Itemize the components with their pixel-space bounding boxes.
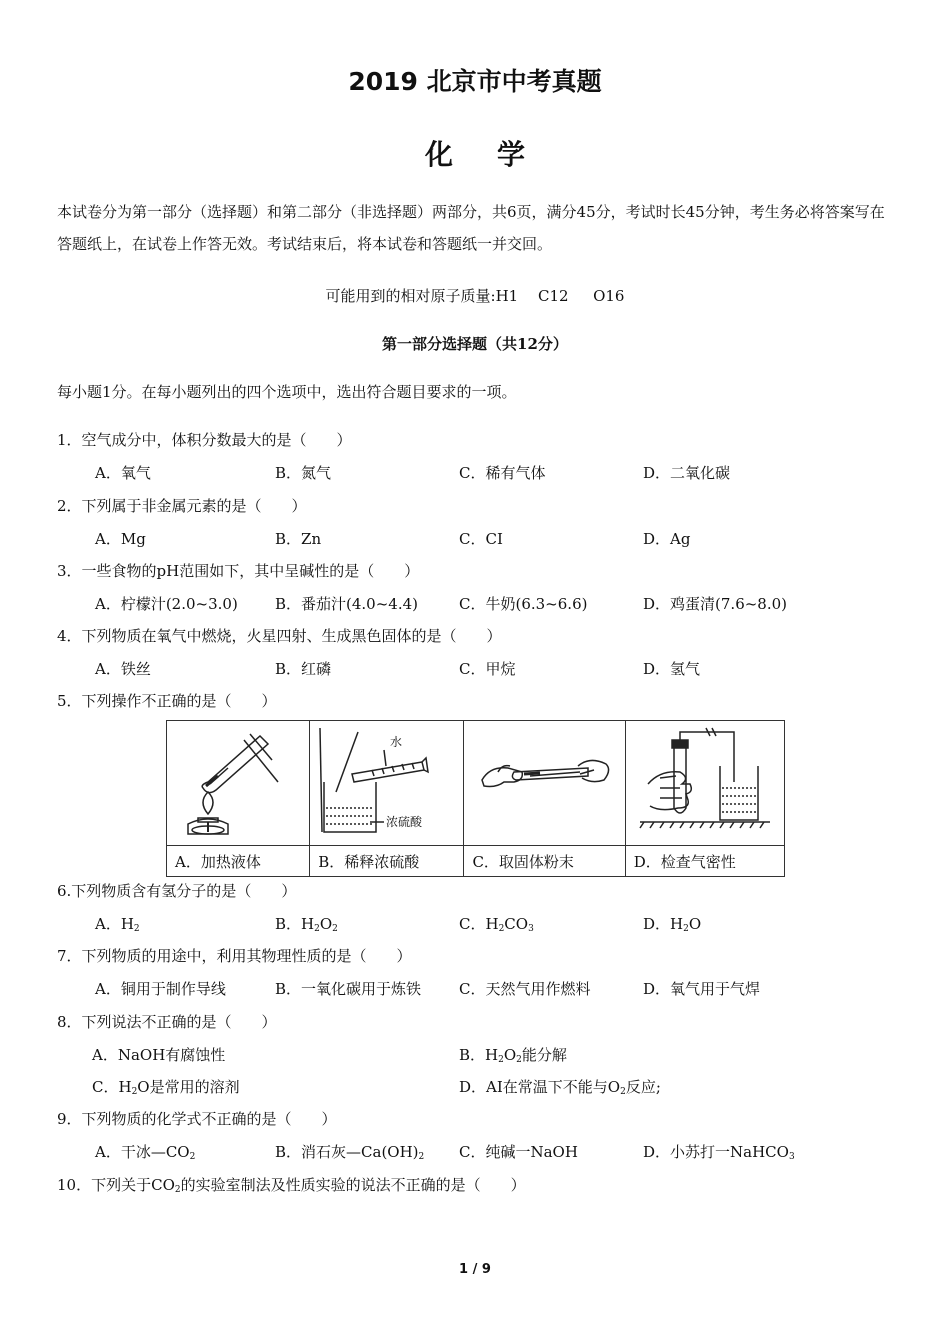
q2-option-d: D．Ag: [643, 530, 691, 548]
question-3-stem: 3．一些食物的pH范围如下，其中呈碱性的是（ ）: [57, 562, 420, 580]
question-7-stem: 7．下列物质的用途中，利用其物理性质的是（ ）: [57, 947, 412, 965]
q9-option-a: A．干冰$—CO_2$: [95, 1143, 196, 1162]
dilute-acid-figure: [310, 721, 464, 846]
q7-option-c: C．天然气用作燃料: [459, 980, 591, 998]
q6-option-d: D．$H_2O$: [643, 915, 702, 934]
subject-title: 化学: [424, 138, 569, 171]
q1-option-d: D．二氧化碳: [643, 464, 731, 482]
question-5-stem: 5．下列操作不正确的是（ ）: [57, 692, 277, 710]
instruction: 每小题1分。在每小题列出的四个选项中，选出符合题目要求的一项。: [57, 383, 517, 401]
q1-option-a: A．氧气: [95, 464, 151, 482]
q4-option-d: D．氢气: [643, 660, 701, 678]
q7-option-b: B．一氧化碳用于炼铁: [275, 980, 422, 998]
heating-liquid-figure: [167, 721, 310, 846]
question-9-stem: 9．下列物质的化学式不正确的是（ ）: [57, 1110, 337, 1128]
question-4-stem: 4．下列物质在氧气中燃烧，火星四射、生成黑色固体的是（ ）: [57, 627, 502, 645]
page-number: 1 / 9: [459, 1262, 491, 1277]
q2-option-b: B．Zn: [275, 530, 322, 548]
q1-option-b: B．氮气: [275, 464, 332, 482]
q9-option-b: B．消石灰$—Ca(OH)_2$: [275, 1143, 425, 1162]
question-10-stem: 10．下列关于$CO_2$的实验室制法及性质实验的说法不正确的是（ ）: [57, 1176, 526, 1195]
q3-option-d: D．鸡蛋清(7.6~8.0): [643, 595, 788, 613]
question-2-stem: 2．下列属于非金属元素的是（ ）: [57, 497, 307, 515]
heating-liquid-icon: [168, 722, 308, 840]
q6-option-b: B．$H_2O_2$: [275, 915, 338, 934]
page-title: 2019 北京市中考真题: [348, 67, 602, 96]
label-conc-acid: 浓硫酸: [385, 815, 422, 829]
question-1-stem: 1．空气成分中，体积分数最大的是（ ）: [57, 431, 352, 449]
q6-option-a: A．$H_2$: [95, 915, 140, 934]
q3-option-a: A．柠檬汁(2.0~3.0): [95, 595, 238, 613]
section-title: 第一部分选择题（共12分）: [382, 335, 568, 353]
airtight-check-figure: [625, 721, 784, 846]
q8-option-b: B．$H_2O_2$能分解: [459, 1046, 567, 1065]
q2-option-a: A．Mg: [95, 530, 146, 548]
q9-option-d: D．小苏打一NaHCO$_3$: [643, 1143, 795, 1162]
airtight-check-icon: [630, 722, 780, 840]
question-6-stem: 6.下列物质含有氢分子的是（ ）: [57, 882, 297, 900]
solid-powder-figure: [464, 721, 625, 846]
operations-table: [166, 720, 785, 877]
label-water: 水: [389, 735, 402, 749]
q1-option-c: C．稀有气体: [459, 464, 546, 482]
q7-option-d: D．氧气用于气焊: [643, 980, 761, 998]
q8-option-a: A．NaOH有腐蚀性: [92, 1046, 226, 1064]
q6-option-c: C．$H_2CO_3$: [459, 915, 534, 934]
q4-option-a: A．铁丝: [95, 660, 151, 678]
q9-option-c: C．纯碱一NaOH: [459, 1143, 578, 1161]
intro-paragraph: 本试卷分为第一部分（选择题）和第二部分（非选择题）两部分，共6页，满分45分，考试时长45分钟，考生务必将答案写在答题纸上，在试卷上作答无效。考试结束后，将本试卷和答题纸一并交回。: [57, 203, 885, 253]
q2-option-c: C．CI: [459, 530, 503, 548]
q5-option-d: D．检查气密性: [625, 846, 784, 877]
q4-option-c: C．甲烷: [459, 660, 516, 678]
q3-option-b: B．番茄汁(4.0~4.4): [275, 595, 419, 613]
q5-option-a: A．加热液体: [167, 846, 310, 877]
solid-powder-icon: [470, 722, 620, 840]
atomic-mass-line: 可能用到的相对原子质量:H1 C12 O16: [325, 287, 625, 305]
q5-option-c: C．取固体粉末: [464, 846, 625, 877]
q8-option-c: C．$H_2O$是常用的溶剂: [92, 1078, 240, 1097]
q3-option-c: C．牛奶(6.3~6.6): [459, 595, 588, 613]
q5-option-b: B．稀释浓硫酸: [310, 846, 464, 877]
dilute-acid-icon: [312, 722, 462, 840]
q4-option-b: B．红磷: [275, 660, 332, 678]
question-8-stem: 8．下列说法不正确的是（ ）: [57, 1013, 277, 1031]
q7-option-a: A．铜用于制作导线: [95, 980, 226, 998]
q8-option-d: D．AI在常温下不能与$O_2$反应;: [459, 1078, 661, 1097]
